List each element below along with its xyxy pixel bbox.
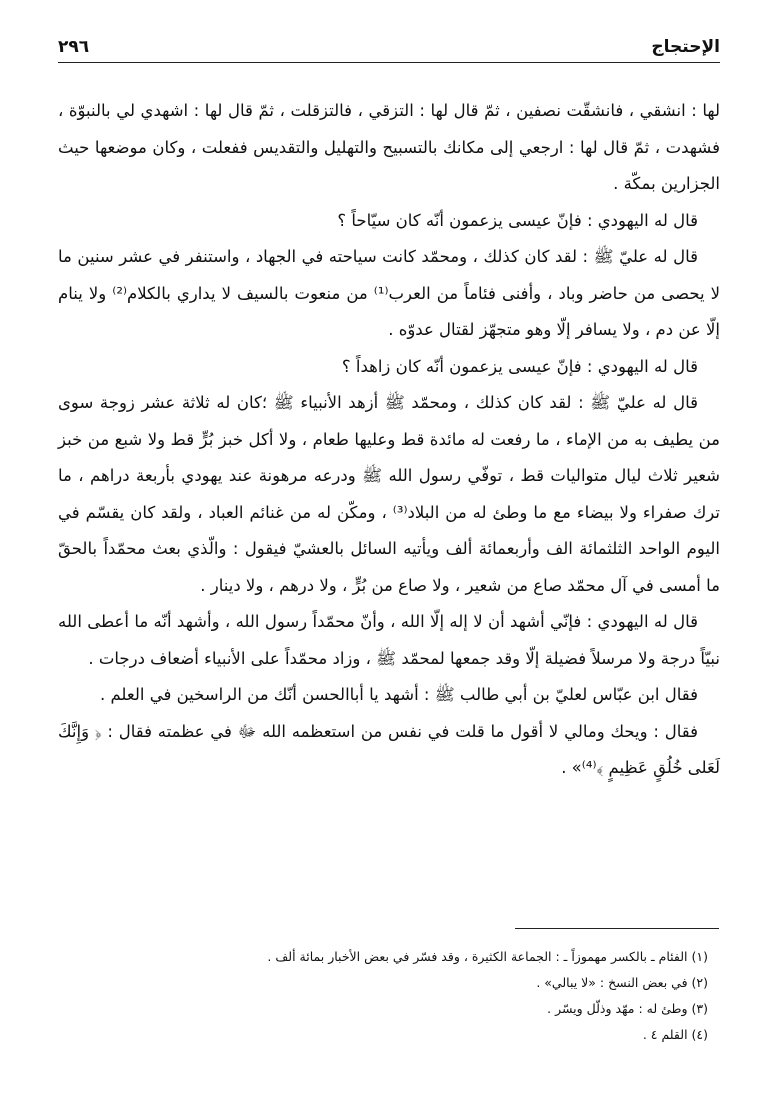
paragraph: لها : انشقي ، فانشقّت نصفين ، ثمّ قال لها : التزقي ، فالتزقلت ، ثمّ قال لها : اشهدي لي بالنبوّة ، فشهدت ، ثمّ قال لها : ارجعي إلى مكانك بالتسبيح والتهليل والتقديس ففعلت ، وكان موضعها حيث الجزارين بمكّة . bbox=[58, 101, 720, 193]
footnote: (٤) القلم ٤ . bbox=[642, 1027, 708, 1042]
footnote: (٢) في بعض النسخ : «لا يبالي» . bbox=[536, 975, 708, 990]
footnote: (١) الفئام ـ بالكسر مهموزاً ـ : الجماعة الكثيرة ، وقد فسّر في بعض الأخبار بمائة ألف . bbox=[267, 949, 708, 964]
chapter-title: الإحتجاج bbox=[651, 37, 720, 57]
paragraph: قال له اليهودي : فإنّ عيسى يزعمون أنّه كان سيّاحاً ؟ bbox=[337, 210, 698, 230]
book-page bbox=[58, 36, 720, 787]
paragraph: فقال : ويحك ومالي لا أقول ما قلت في نفس من استعظمه الله ﷻ في عظمته فقال : ﴿ وَإِنَّكَ لَعَلى خُلُقٍ عَظِيمٍ ﴾⁽⁴⁾» . bbox=[58, 721, 720, 777]
page-number: ٢٩٦ bbox=[58, 37, 90, 57]
paragraph: قال له عليّ ﷺ : لقد كان كذلك ، ومحمّد كانت سياحته في الجهاد ، واستنفر في عشر سنين ما لا يحصى من حاضر وباد ، وأفنى فئاماً من العرب⁽¹⁾ من منعوت بالسيف لا يداري بالكلام⁽²⁾ ولا ينام إلّا عن دم ، ولا يسافر إلّا وهو متجهّز لقتال عدوّه . bbox=[58, 247, 721, 339]
paragraph: قال له اليهودي : فإنّي أشهد أن لا إله إلّا الله ، وأنّ محمّداً رسول الله ، وأشهد أنّه ما أعطى الله نبيّاً درجة ولا مرسلاً فضيلة إلّا وقد جمعها لمحمّد ﷺ ، وزاد محمّداً على الأنبياء أضعاف درجات . bbox=[58, 612, 720, 668]
paragraph: قال له عليّ ﷺ : لقد كان كذلك ، ومحمّد ﷺ أزهد الأنبياء ﷺ ؛كان له ثلاثة عشر زوجة سوى من يطيف به من الإماء ، ما رفعت له مائدة قط وعليها طعام ، ولا أكل خبز بُرٍّ قط ولا شبع من خبز شعير ثلاث ليال متواليات قط ، توفّي رسول الله ﷺ ودرعه مرهونة عند يهودي بأربعة دراهم ، ما ترك صفراء ولا بيضاء مع ما وطئ له من البلاد⁽³⁾ ، ومكّن له من غنائم العباد ، ولقد كان يقسّم في اليوم الواحد الثلثمائة الف وأربعمائة ألف ويأتيه السائل بالعشيّ فيقول : والّذي بعث محمّداً بالحقّ ما أمسى في آل محمّد صاع من شعير ، ولا صاع من بُرٍّ ، ولا درهم ، ولا دينار . bbox=[58, 393, 720, 595]
footnote-divider bbox=[515, 928, 719, 929]
page-header bbox=[58, 36, 720, 63]
footnote: (٣) وطئ له : مهّد وذلّل ويسّر . bbox=[547, 1001, 708, 1016]
body-text bbox=[58, 93, 720, 787]
paragraph: قال له اليهودي : فإنّ عيسى يزعمون أنّه كان زاهداً ؟ bbox=[341, 356, 698, 376]
paragraph: فقال ابن عبّاس لعليّ بن أبي طالب ﷺ : أشهد يا أباالحسن أنّك من الراسخين في العلم . bbox=[99, 685, 698, 704]
footnotes bbox=[60, 944, 708, 1048]
